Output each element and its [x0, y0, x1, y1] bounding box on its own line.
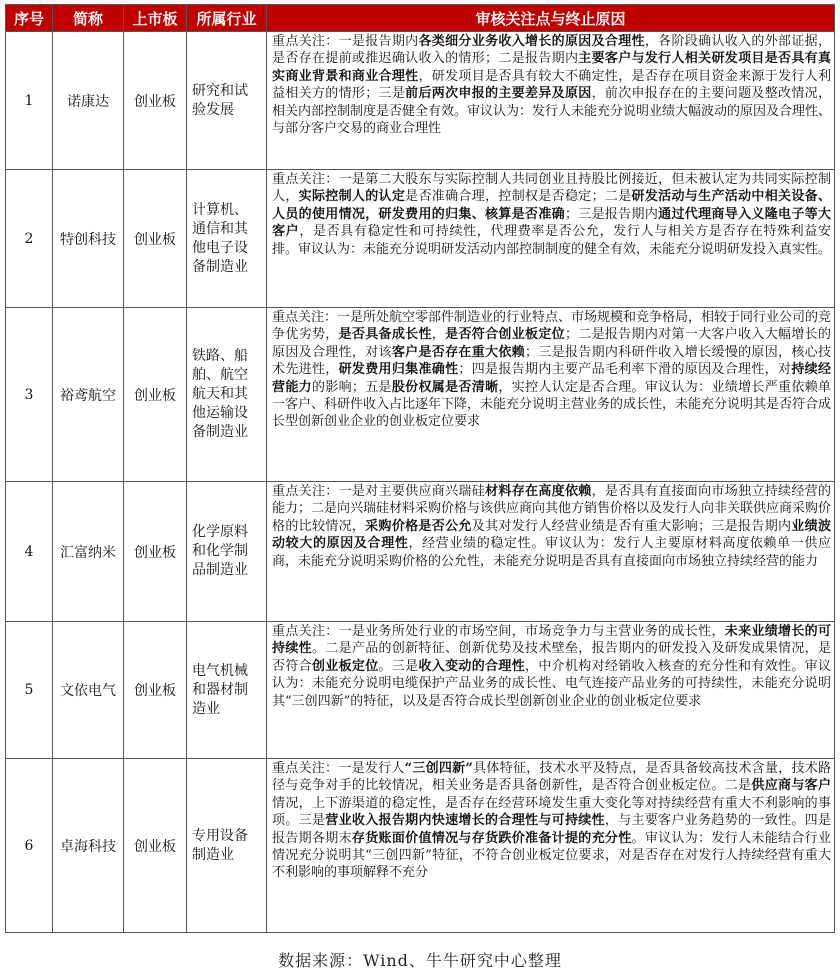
reason-text: ；四是报告期内主要产品毛利率下滑的原因及合理性，对	[458, 362, 792, 378]
listing-board: 创业板	[124, 622, 187, 759]
emphasis-text: 存货账面价值情况与存货跌价准备计提的充分性	[351, 830, 632, 846]
emphasis-text: 创业板定位	[311, 658, 379, 674]
emphasis-text: 业绩波动较大的原因及合理性	[272, 518, 831, 552]
emphasis-text: 各类细分业务收入增长的原因及合理性	[418, 34, 645, 49]
review-reason	[267, 32, 835, 170]
emphasis-text: 股份权属是否清晰	[391, 379, 499, 395]
header-name: 简称	[53, 5, 124, 32]
emphasis-text: 是否符合创业板定位	[445, 327, 565, 343]
emphasis-text: 是否具备成长性	[338, 327, 432, 343]
industry: 专用设备制造业	[187, 759, 267, 933]
listing-board: 创业板	[124, 170, 187, 308]
review-reason	[267, 308, 835, 482]
reason-text: ，实控人认定是否合理。审议认为：业绩增长严重依赖单一客户、科研件收入占比逐年下降，未能充分说明主营业务的成长性，未能充分说明其是否符合成长型创新创业企业的创业板定位要求	[272, 379, 832, 430]
industry: 化学原料和化学制品制造业	[187, 482, 267, 622]
emphasis-text: 研发费用归集准确性	[338, 362, 459, 378]
row-no: 5	[6, 622, 53, 759]
reason-text: ，是否具有直接面向市场独立持续经营的能力；二是向兴瑞硅材料采购价格与该供应商向其他方销售价格以及发行人向非关联供应商采购价格的比较情况，	[272, 484, 832, 534]
row-no: 6	[6, 759, 53, 933]
reason-text: ，经营业绩的稳定性。审议认为：发行人主要原材料高度依赖单一供应商，未能充分说明采购价格的公允性，未能充分说明是否具有直接面向市场独立持续经营的能力	[272, 536, 831, 569]
review-table	[5, 4, 835, 933]
reason-text: 及其对发行人经营业绩是否有重大影响；三是报告期内	[471, 518, 792, 534]
reason-text: 重点关注：一是所处航空零部件制造业的行业特点、市场规模和竞争格局，相较于同行业公司的竞争优劣势，	[272, 310, 832, 343]
review-reason	[267, 482, 835, 622]
emphasis-text: 客户是否存在重大依赖	[391, 344, 526, 360]
review-reason	[267, 759, 835, 933]
header-industry: 所属行业	[187, 5, 267, 32]
reason-text: 情况，上下游渠道的稳定性，是否存在经营环境发生重大变化等对持续经营有重大不利影响的事项。三是	[272, 795, 831, 829]
emphasis-text: 材料存在高度依赖	[485, 484, 592, 499]
reason-text: 。审议认为：发行人未能结合行业情况充分说明其“三创四新”特征，不符合创业板定位要求，对是否存在对发行人持续经营有重大不利影响的事项解释不充分	[272, 830, 831, 881]
header-board: 上市板	[124, 5, 187, 32]
industry: 计算机、通信和其他电子设备制造业	[187, 170, 267, 308]
table-row	[6, 170, 835, 308]
listing-board: 创业板	[124, 32, 187, 170]
company-name: 诺康达	[53, 32, 124, 170]
reason-text: ，中介机构对经销收入核查的充分性和有效性。审议认为：未能充分说明电缆保护产品业务的成长性、电气连接产品业务的可持续性，未能充分说明其“三创四新”的特征，以及是否符合成长型创新创业企业的创业板定位要求	[272, 658, 831, 709]
company-name: 裕鸢航空	[53, 308, 124, 482]
reason-text: ，研发项目是否具有较大不确定性，是否存在项目资金来源于发行人利益相关方的情形；三是	[272, 68, 831, 102]
emphasis-text: 收入变动的合理性	[418, 658, 526, 674]
row-no: 3	[6, 308, 53, 482]
industry: 电气机械和器材制造业	[187, 622, 267, 759]
emphasis-text: 营业收入报告期内快速增长的合理性与可持续性	[325, 813, 605, 829]
reason-text: 重点关注：一是对主要供应商兴瑞硅	[272, 484, 486, 499]
listing-board: 创业板	[124, 759, 187, 933]
emphasis-text: 持续经营能力	[272, 362, 831, 395]
emphasis-text: 前后两次申报的主要差异及原因	[405, 86, 592, 102]
emphasis-text: “三创四新”	[404, 761, 473, 776]
emphasis-text: 主要客户与发行人相关研发项目是否具有真实商业背景和商业合理性	[272, 51, 831, 84]
industry: 研究和试验发展	[187, 32, 267, 170]
reason-text: ；三是报告期内科研件收入增长缓慢的原因，核心技术先进性，	[272, 344, 831, 378]
reason-text: ；三是报告期内	[564, 206, 659, 222]
company-name: 卓海科技	[53, 759, 124, 933]
reason-text: 重点关注：一是发行人	[272, 761, 405, 776]
reason-text: 的影响；五是	[311, 379, 392, 395]
reason-text: ；二是报告期内对第一大客户收入大幅增长的原因及合理性，对该	[272, 327, 831, 360]
reason-text: 重点关注：一是业务所处行业的市场空间，市场竞争力与主营业务的成长性，	[272, 624, 725, 639]
review-reason	[267, 170, 835, 308]
reason-text: 。三是	[378, 658, 419, 674]
reason-text: 是否准确合理，控制权是否稳定；二是	[405, 189, 632, 205]
reason-text: 具体特征，技术水平及特点，是否具备较高技术含量，技术路径与竞争对手的比较情况，相关业务是否具备创新性，是否符合创业板定位。二是	[272, 761, 831, 794]
emphasis-text: 通过代理商导入义隆电子等大客户	[272, 206, 831, 240]
emphasis-text: 供应商与客户	[751, 778, 831, 794]
reason-text: 重点关注：一是报告期内	[272, 34, 419, 49]
listing-board: 创业板	[124, 308, 187, 482]
listing-board: 创业板	[124, 482, 187, 622]
emphasis-text: 实际控制人的认定	[298, 189, 406, 205]
emphasis-text: 未来业绩增长的可持续性	[272, 624, 831, 657]
row-no: 1	[6, 32, 53, 170]
table-row	[6, 308, 835, 482]
industry: 铁路、船舶、航空航天和其他运输设备制造业	[187, 308, 267, 482]
reason-text: ，各阶段确认收入的外部证据，是否存在提前或推迟确认收入的情形；二是报告期内	[272, 34, 831, 67]
reason-text: ，前次申报存在的主要问题及整改情况，相关内部控制制度是否健全有效。审议认为：发行人未能充分说明业绩大幅波动的原因及合理性、与部分客户交易的商业合理性	[272, 86, 832, 137]
data-source-note: 数据来源：Wind、牛牛研究中心整理	[278, 951, 562, 970]
company-name: 特创科技	[53, 170, 124, 308]
company-name: 汇富纳米	[53, 482, 124, 622]
company-name: 文依电气	[53, 622, 124, 759]
review-reason	[267, 622, 835, 759]
reason-text: ，是否具有稳定性和可持续性，代理费率是否公允，发行人与相关方是否存在特殊利益安排。审议认为：未能充分说明研发活动内部控制制度的健全有效，未能充分说明研发投入真实性。	[272, 224, 832, 257]
emphasis-text: 研发活动与生产活动中相关设备、人员的使用情况，研发费用的归集、核算是否准确	[272, 189, 831, 222]
emphasis-text: 采购价格是否公允	[365, 518, 472, 534]
table-row	[6, 759, 835, 933]
reason-text: ，与主要客户业务趋势的一致性。四是报告期各期末	[272, 813, 831, 846]
row-no: 2	[6, 170, 53, 308]
table-row	[6, 622, 835, 759]
header-reason: 审核关注点与终止原因	[267, 5, 835, 32]
table-row	[6, 32, 835, 170]
reason-text: 重点关注：一是第二大股东与实际控制人共同创业且持股比例接近，但未被认定为共同实际控制人，	[272, 172, 831, 205]
header-row	[6, 5, 835, 32]
header-no: 序号	[6, 5, 53, 32]
table-row	[6, 482, 835, 622]
row-no: 4	[6, 482, 53, 622]
reason-text: ，	[431, 327, 446, 343]
reason-text: 。二是产品的创新特征、创新优势及技术壁垒，报告期内的研发投入及研发成果情况，是否符合	[272, 641, 831, 674]
